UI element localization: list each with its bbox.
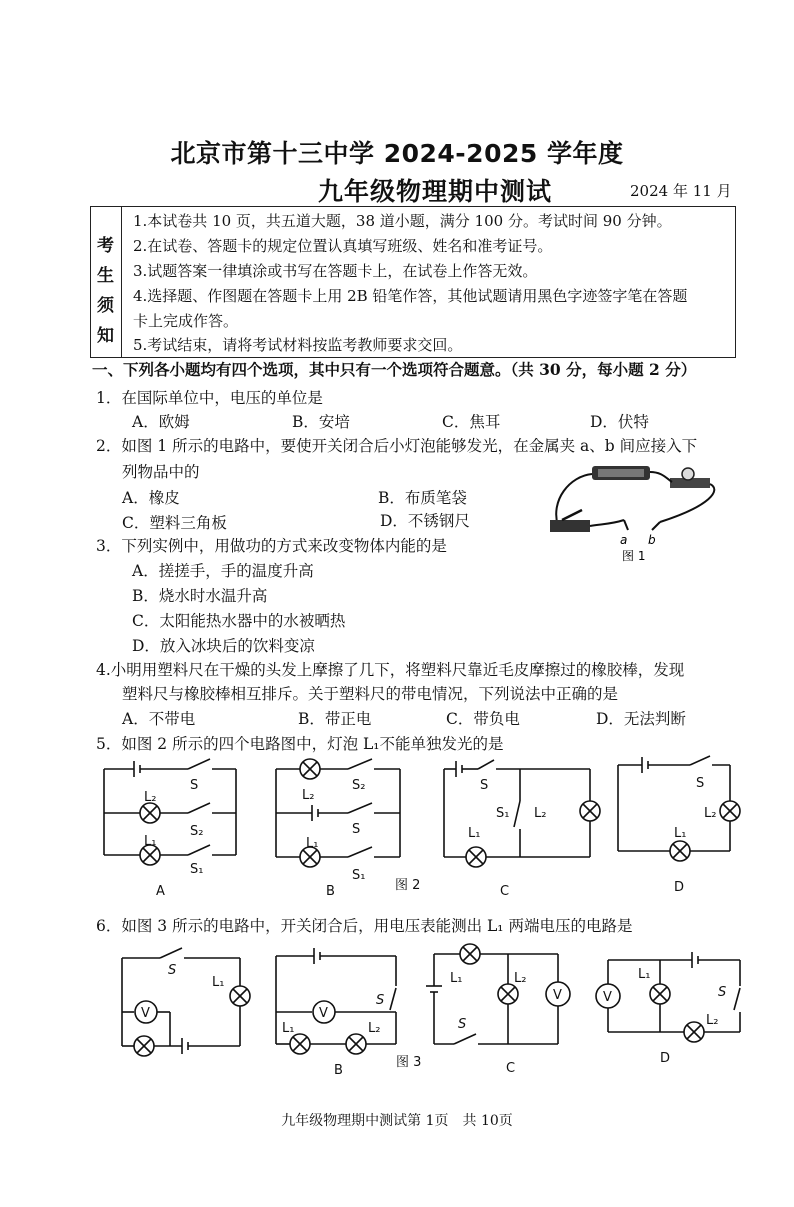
notice-side-char: 须 <box>97 296 114 316</box>
label-l2: L₂ <box>302 788 315 803</box>
notice-side-label <box>91 207 122 357</box>
notice-box <box>90 206 736 358</box>
q4-option-d: D．无法判断 <box>596 710 686 728</box>
notice-line: 3.试题答案一律填涂或书写在答题卡上，在试卷上作答无效。 <box>133 262 538 280</box>
q3-option-d: D．放入冰块后的饮料变凉 <box>132 637 315 655</box>
section-heading: 一、下列各小题均有四个选项，其中只有一个选项符合题意。（共 30 分，每小题 2 分） <box>92 360 697 379</box>
label-l2: L₂ <box>704 806 717 821</box>
figure-3-label: 图 3 <box>396 1055 422 1070</box>
label-l1: L₁ <box>450 971 463 986</box>
voltmeter-icon: V <box>319 1006 328 1021</box>
q1-option-d: D．伏特 <box>590 413 649 431</box>
notice-line: 卡上完成作答。 <box>133 312 239 330</box>
label-l1: L₁ <box>468 826 481 841</box>
exam-date: 2024 年 11 月 <box>630 182 732 200</box>
q4-option-a: A．不带电 <box>122 710 196 728</box>
notice-line: 2.在试卷、答题卡的规定位置认真填写班级、姓名和准考证号。 <box>133 237 553 255</box>
q3-option-b: B．烧水时水温升高 <box>132 587 268 605</box>
label-s: S <box>480 778 489 793</box>
circuit-label-d: D <box>660 1051 671 1066</box>
clip-label-b: b <box>648 533 656 547</box>
q2-option-a: A．橡皮 <box>122 489 180 507</box>
question-4-stem: 4.小明用塑料尺在干燥的头发上摩擦了几下，将塑料尺靠近毛皮摩擦过的橡胶棒，发现 <box>96 661 685 679</box>
label-s1: S₁ <box>352 868 366 883</box>
label-l1: L₁ <box>306 836 319 851</box>
figure-3-circuits <box>110 938 770 1078</box>
voltmeter-icon: V <box>141 1006 150 1021</box>
question-4-stem-cont: 塑料尺与橡胶棒相互排斥。关于塑料尺的带电情况，下列说法中正确的是 <box>122 685 619 703</box>
question-6-stem: 6．如图 3 所示的电路中，开关闭合后，用电压表能测出 L₁ 两端电压的电路是 <box>96 917 633 935</box>
label-s2: S₂ <box>190 824 204 839</box>
label-s2: S₂ <box>352 778 366 793</box>
circuit-label-c: C <box>506 1061 516 1076</box>
q3-option-c: C．太阳能热水器中的水被晒热 <box>132 612 346 630</box>
label-l2: L₂ <box>706 1013 719 1028</box>
notice-line: 5.考试结束，请将考试材料按监考教师要求交回。 <box>133 336 463 354</box>
label-l2: L₂ <box>144 790 157 805</box>
question-5-stem: 5．如图 2 所示的四个电路图中，灯泡 L₁不能单独发光的是 <box>96 735 504 753</box>
circuit-label-b: B <box>334 1063 343 1078</box>
label-l2: L₂ <box>368 1021 381 1036</box>
circuit-c <box>444 760 600 867</box>
q1-option-a: A．欧姆 <box>132 413 190 431</box>
question-3-stem: 3．下列实例中，用做功的方式来改变物体内能的是 <box>96 537 447 555</box>
exam-subtitle: 九年级物理期中测试 <box>318 177 553 206</box>
label-l1: L₁ <box>674 826 687 841</box>
notice-line: 1.本试卷共 10 页，共五道大题，38 道小题，满分 100 分。考试时间 90 分钟。 <box>133 212 672 230</box>
q2-option-b: B．布质笔袋 <box>378 489 467 507</box>
notice-side-char: 知 <box>97 326 114 346</box>
q2-option-d: D．不锈钢尺 <box>380 512 470 530</box>
circuit-d <box>618 756 740 861</box>
label-s: S <box>696 776 705 791</box>
question-1-stem: 1．在国际单位中，电压的单位是 <box>96 389 323 407</box>
q2-option-c: C．塑料三角板 <box>122 514 227 532</box>
figure-1-label: 图 1 <box>622 549 646 563</box>
label-s1: S₁ <box>496 806 510 821</box>
exam-title: 北京市第十三中学 2024-2025 学年度 <box>170 139 624 168</box>
page-footer: 九年级物理期中测试第 1页 共 10页 <box>281 1113 513 1129</box>
clip-label-a: a <box>620 533 628 547</box>
q1-option-b: B．安培 <box>292 413 350 431</box>
notice-side-char: 生 <box>97 266 114 286</box>
q4-option-b: B．带正电 <box>298 710 372 728</box>
figure-2-circuits <box>90 755 760 900</box>
figure-1-circuit <box>540 460 730 566</box>
circuit-3a <box>122 948 250 1056</box>
question-2-stem: 2．如图 1 所示的电路中，要使开关闭合后小灯泡能够发光，在金属夹 a、b 间应接入下 <box>96 437 698 455</box>
q3-option-a: A．搓搓手，手的温度升高 <box>132 562 314 580</box>
circuit-3c <box>426 944 570 1044</box>
label-l1: L₁ <box>282 1021 295 1036</box>
lamp-icon <box>682 468 694 480</box>
circuit-label-b: B <box>326 884 335 899</box>
label-l2: L₂ <box>534 806 547 821</box>
switch-icon <box>550 520 590 532</box>
question-2-stem-cont: 列物品中的 <box>122 463 200 481</box>
label-l1: L₁ <box>144 834 157 849</box>
circuit-a <box>104 759 236 865</box>
voltmeter-icon: V <box>553 988 562 1003</box>
q1-option-c: C．焦耳 <box>442 413 501 431</box>
label-l1: L₁ <box>638 967 651 982</box>
label-s: S <box>168 963 177 978</box>
circuit-b <box>276 759 400 867</box>
notice-side-char: 考 <box>97 236 114 256</box>
label-s: S <box>376 993 385 1008</box>
label-s: S <box>352 822 361 837</box>
voltmeter-icon: V <box>603 990 612 1005</box>
circuit-label-d: D <box>674 880 685 895</box>
figure-2-label: 图 2 <box>395 878 421 893</box>
circuit-label-a: A <box>156 884 165 899</box>
label-s1: S₁ <box>190 862 204 877</box>
label-l2: L₂ <box>514 971 527 986</box>
label-s: S <box>458 1017 467 1032</box>
notice-line: 4.选择题、作图题在答题卡上用 2B 铅笔作答，其他试题请用黑色字迹签字笔在答题 <box>133 287 688 305</box>
label-s: S <box>718 985 727 1000</box>
label-l1: L₁ <box>212 975 225 990</box>
q4-option-c: C．带负电 <box>446 710 520 728</box>
label-s: S <box>190 778 199 793</box>
circuit-label-c: C <box>500 884 510 899</box>
